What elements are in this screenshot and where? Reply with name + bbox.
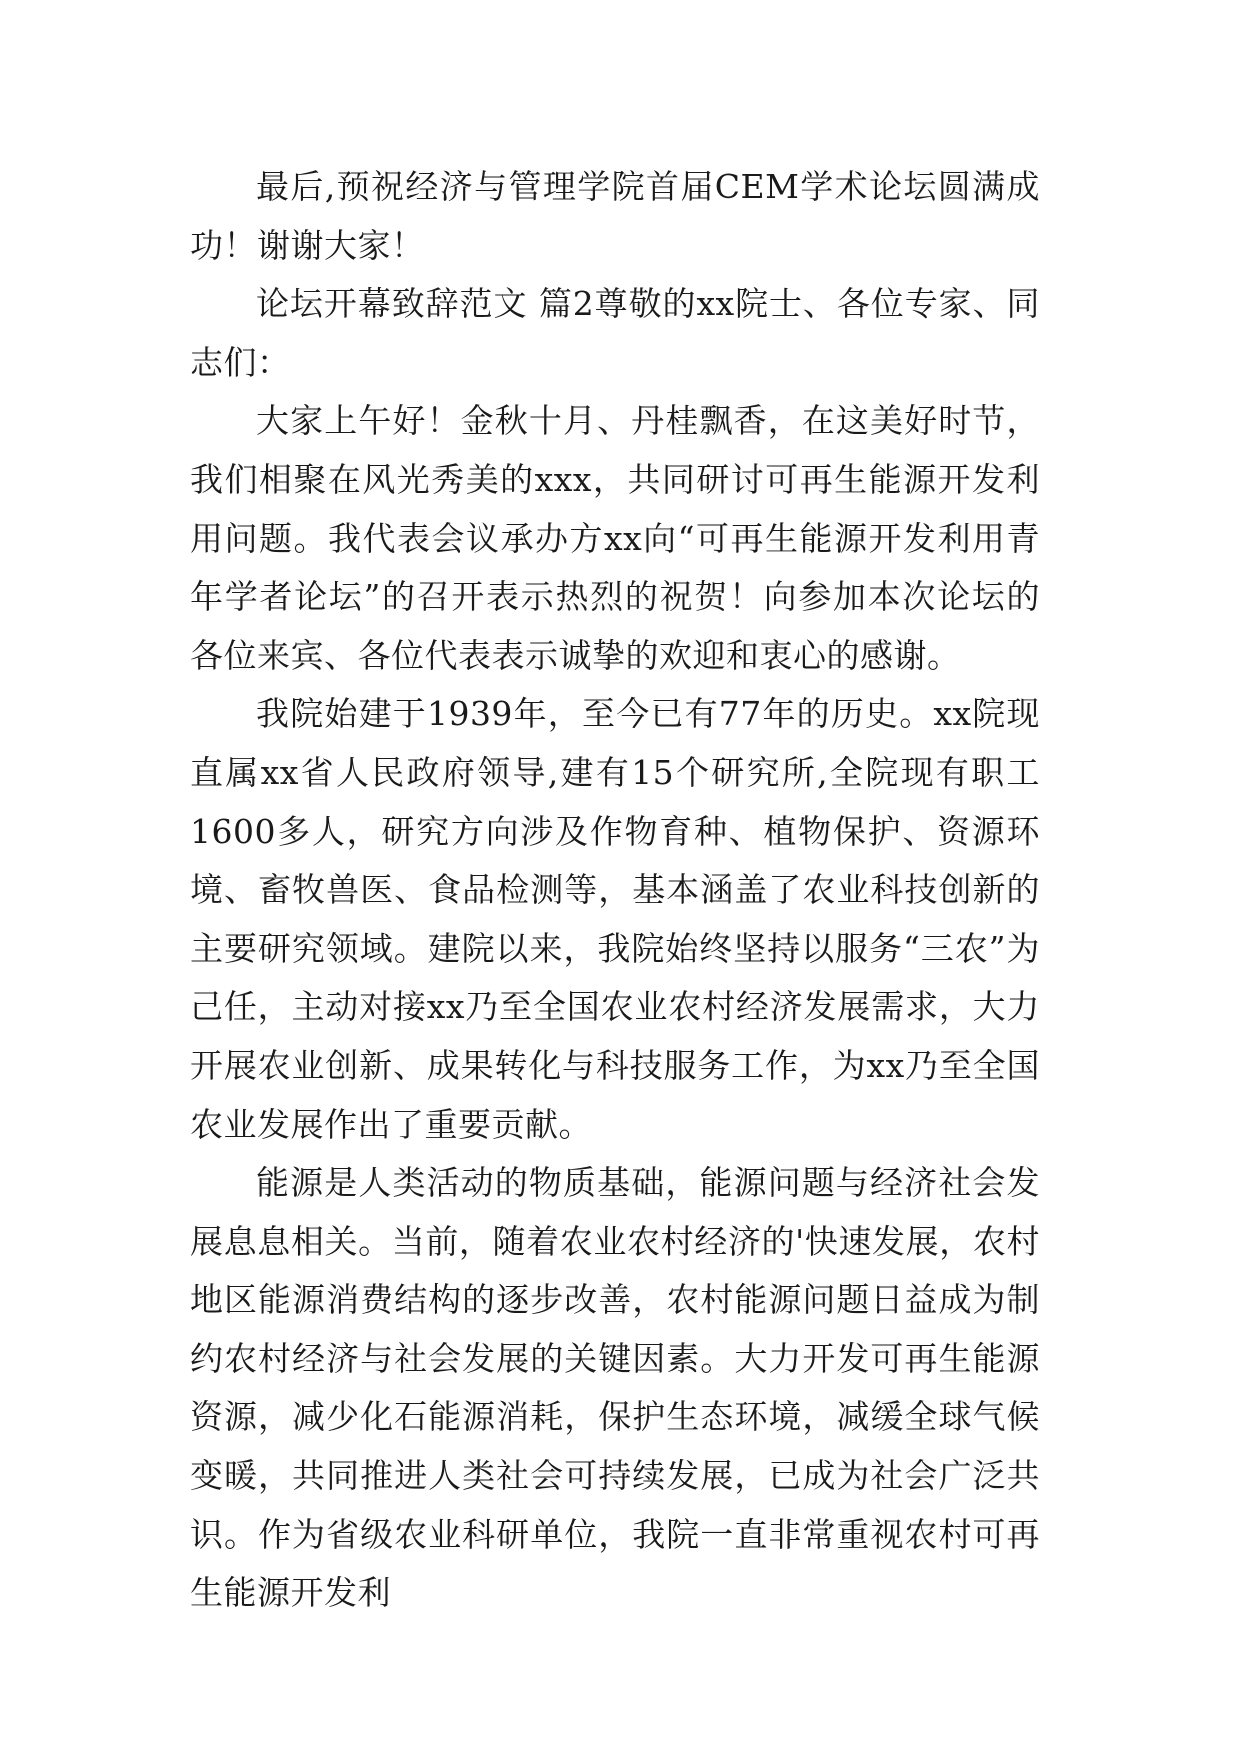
paragraph-energy-context: 能源是人类活动的物质基础，能源问题与经济社会发展息息相关。当前，随着农业农村经济的'快速发展，农村地区能源消费结构的逐步改善，农村能源问题日益成为制约农村经济与社会发展的关键因素。大力开发可再生能源资源，减少化石能源消耗，保护生态环境，减缓全球气候变暖，共同推进人类社会可持续发展，已成为社会广泛共识。作为省级农业科研单位，我院一直非常重视农村可再生能源开发利 bbox=[190, 1163, 1040, 1613]
paragraph-closing-wishes: 最后,预祝经济与管理学院首届CEM学术论坛圆满成功！谢谢大家！ bbox=[190, 167, 1040, 265]
paragraph-speech-heading: 论坛开幕致辞范文 篇2尊敬的xx院士、各位专家、同志们： bbox=[190, 284, 1040, 382]
paragraph-institute-history: 我院始建于1939年，至今已有77年的历史。xx院现直属xx省人民政府领导,建有15个研究所,全院现有职工1600多人，研究方向涉及作物育种、植物保护、资源环境、畜牧兽医、食品检测等，基本涵盖了农业科技创新的主要研究领域。建院以来，我院始终坚持以服务“三农”为己任，主动对接xx乃至全国农业农村经济发展需求，大力开展农业创新、成果转化与科技服务工作，为xx乃至全国农业发展作出了重要贡献。 bbox=[190, 694, 1040, 1144]
document-body bbox=[190, 158, 1040, 1623]
paragraph-greeting: 大家上午好！金秋十月、丹桂飘香，在这美好时节，我们相聚在风光秀美的xxx，共同研讨可再生能源开发利用问题。我代表会议承办方xx向“可再生能源开发利用青年学者论坛”的召开表示热烈的祝贺！向参加本次论坛的各位来宾、各位代表表示诚挚的欢迎和衷心的感谢。 bbox=[190, 401, 1040, 675]
